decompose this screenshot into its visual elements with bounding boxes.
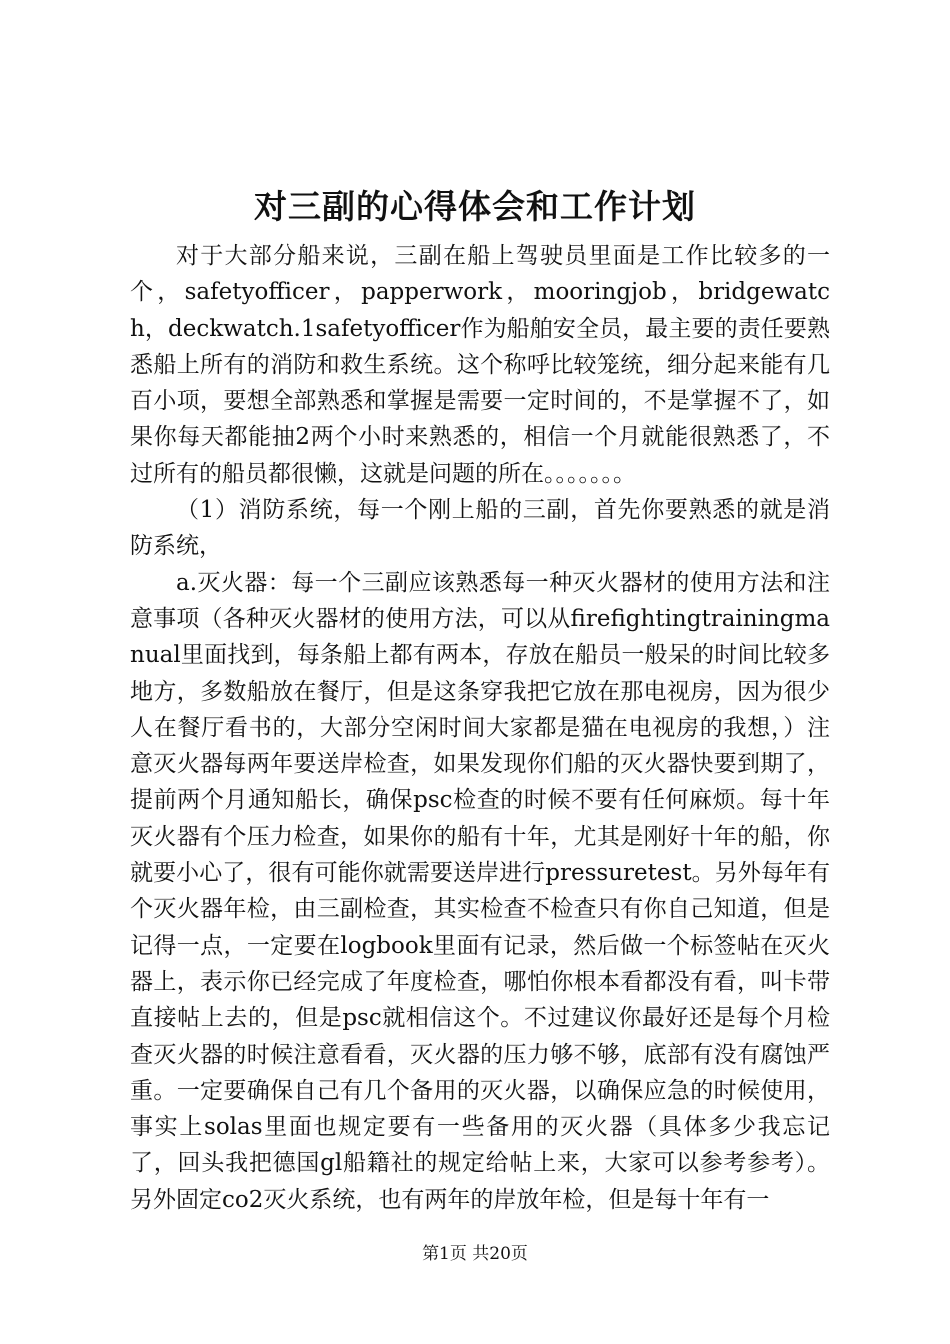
page-number-footer: 第1页 共20页 <box>422 1244 528 1264</box>
paragraph-fire-system: （1）消防系统，每一个刚上船的三副，首先你要熟悉的就是消防系统， <box>130 497 830 560</box>
document-body <box>130 238 830 1218</box>
document-title: 对三副的心得体会和工作计划 <box>254 187 696 226</box>
paragraph-extinguisher: a.灭火器：每一个三副应该熟悉每一种灭火器材的使用方法和注意事项（各种灭火器材的使用方法，可以从firefightingtrainingmanual里面找到，每条船上都有两本，存放在船员一般呆的时间比较多地方，多数船放在餐厅，但是这条穿我把它放在那电视房，因为很少人在餐厅看书的，大部分空闲时间大家都是猫在电视房的我想，）注意灭火器每两年要送岸检查，如果发现你们船的灭火器快要到期了，提前两个月通知船长，确保psc检查的时候不要有任何麻烦。每十年灭火器有个压力检查，如果你的船有十年，尤其是刚好十年的船，你就要小心了，很有可能你就需要送岸进行pressuretest。另外每年有个灭火器年检，由三副检查，其实检查不检查只有你自己知道，但是记得一点，一定要在logbook里面有记录，然后做一个标签帖在灭火器上，表示你已经完成了年度检查，哪怕你根本看都没有看，叫卡带直接帖上去的，但是psc就相信这个。不过建议你最好还是每个月检查灭火器的时候注意看看，灭火器的压力够不够，底部有没有腐蚀严重。一定要确保自己有几个备用的灭火器，以确保应急的时候使用，事实上solas里面也规定要有一些备用的灭火器（具体多少我忘记了，回头我把德国gl船籍社的规定给帖上来，大家可以参考参考）。另外固定co2灭火系统，也有两年的岸放年检，但是每十年有一 <box>130 569 830 1213</box>
paragraph-intro: 对于大部分船来说，三副在船上驾驶员里面是工作比较多的一个，safetyofficer，papperwork，mooringjob，bridgewatch，deckwatch.1safetyofficer作为船舶安全员，最主要的责任要熟悉船上所有的消防和救生系统。这个称呼比较笼统，细分起来能有几百小项，要想全部熟悉和掌握是需要一定时间的，不是掌握不了，如果你每天都能抽2两个小时来熟悉的，相信一个月就能很熟悉了，不过所有的船员都很懒，这就是问题的所在。。。。。。。 <box>130 243 830 487</box>
